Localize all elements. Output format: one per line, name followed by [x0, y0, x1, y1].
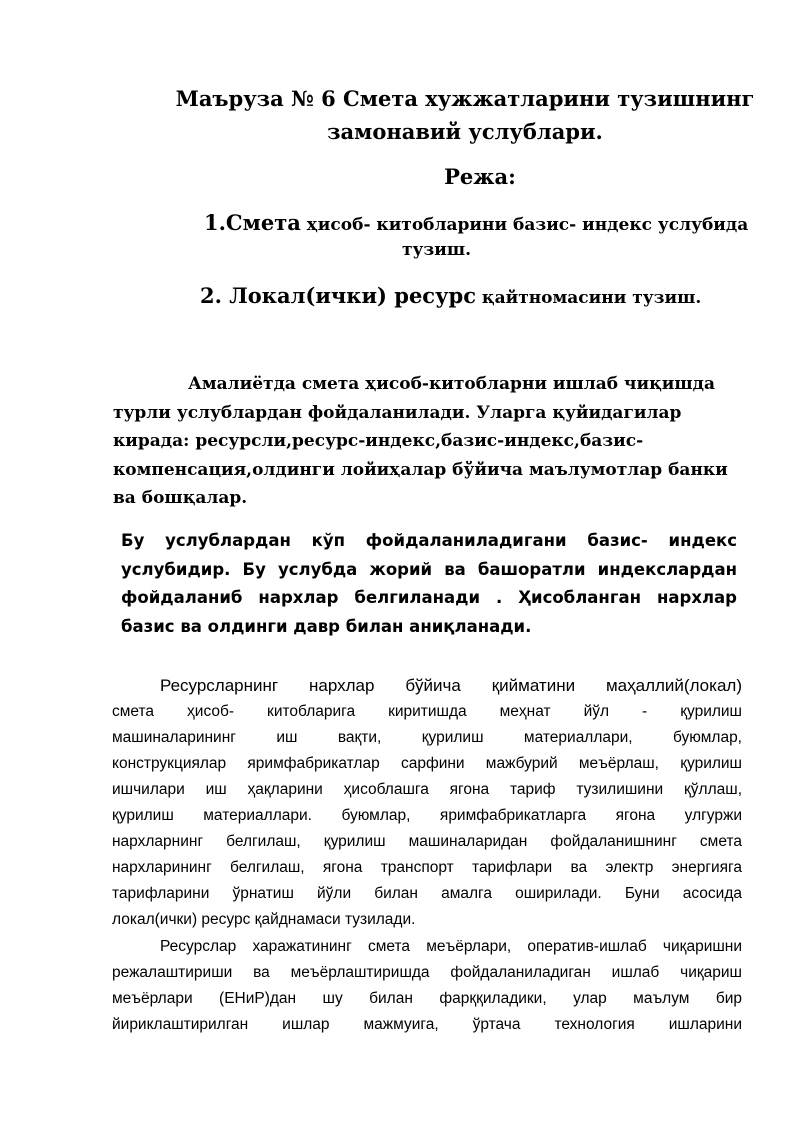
paragraph-line: машиналарининг иш вақти, қурилиш материаллари, буюмлар,	[112, 729, 742, 746]
paragraph-line: услубидир. Бу услубда жорий ва башоратли индекслардан	[121, 559, 737, 579]
paragraph-line: конструкциялар яримфабрикатлар сарфини мажбурий меъёрлаш, қурилиш	[112, 755, 742, 772]
paragraph-line: смета ҳисоб- китобларига киритишда меҳнат йўл - қурилиш	[112, 703, 742, 720]
paragraph-methods	[113, 370, 733, 513]
paragraph-line: тарифларини ўрнатиш йўли билан амалга оширилади. Буни асосида	[112, 885, 742, 902]
lecture-title-line2: замонавий услублари.	[327, 119, 603, 144]
plan-item-1-rest: ҳисоб- китобларини базис- индекс услубида	[300, 215, 749, 235]
paragraph-line: Бу услублардан кўп фойдаланиладигани базис- индекс	[121, 531, 737, 550]
paragraph-line: компенсация,олдинги лойиҳалар бўйича маълумотлар банки	[113, 459, 728, 480]
paragraph-line: кирада: ресурсли,ресурс-индекс,базис-индекс,базис-	[113, 431, 644, 451]
plan-item-1-line2: тузиш.	[402, 240, 472, 260]
paragraph-line: базис ва олдинги давр билан аниқланади.	[121, 616, 532, 636]
paragraph-norms	[112, 934, 742, 1038]
paragraph-base-index	[121, 527, 737, 641]
paragraph-line: Ресурслар харажатининг смета меъёрлари, оператив-ишлаб чиқаришни	[160, 938, 742, 955]
paragraph-line: режалаштириши ва меъёрлаштиришда фойдаланиладиган ишлаб чиқариш	[112, 964, 742, 981]
plan-item-2-lead: 2. Локал(ички) ресурс	[200, 283, 477, 308]
plan-heading: Режа:	[444, 164, 516, 189]
plan-item-1-lead: 1.Смета	[204, 210, 301, 235]
paragraph-line: меъёрлари (ЕНиР)дан шу билан фарққиладики, улар маълум бир	[112, 990, 742, 1007]
paragraph-line: Ресурсларнинг нархлар бўйича қийматини маҳаллий(локал)	[160, 676, 742, 695]
paragraph-line: ва бошқалар.	[113, 488, 248, 508]
plan-item-1	[204, 210, 748, 235]
paragraph-line: ишчилари иш ҳақларини ҳисоблашга ягона тариф тузилишини қўллаш,	[112, 781, 742, 798]
paragraph-line: қурилиш материаллари. буюмлар, яримфабрикатларга ягона улгуржи	[112, 807, 742, 824]
paragraph-line: локал(ички) ресурс қайднамаси тузилади.	[112, 911, 416, 928]
plan-item-2-rest: қайтномасини тузиш.	[476, 288, 702, 308]
paragraph-line: нархларнинг белгилаш, қурилиш машиналаридан фойдаланишнинг смета	[112, 833, 742, 850]
paragraph-line: фойдаланиб нархлар белгиланади . Ҳисобланган нархлар	[121, 588, 737, 607]
plan-item-2	[200, 283, 701, 308]
paragraph-line: турли услублардан фойдаланилади. Уларга қуйидагилар	[113, 402, 682, 423]
paragraph-resources	[112, 673, 742, 933]
paragraph-line: Амалиётда смета ҳисоб-китобларни ишлаб чиқишда	[188, 374, 715, 394]
lecture-title-line1: Маъруза № 6 Смета хужжатларини тузишнинг	[175, 86, 755, 111]
paragraph-line: нархларининг белгилаш, ягона транспорт тарифлари ва электр энергияга	[112, 859, 742, 876]
paragraph-line: йириклаштирилган ишлар мажмуига, ўртача технология ишларини	[112, 1016, 742, 1033]
